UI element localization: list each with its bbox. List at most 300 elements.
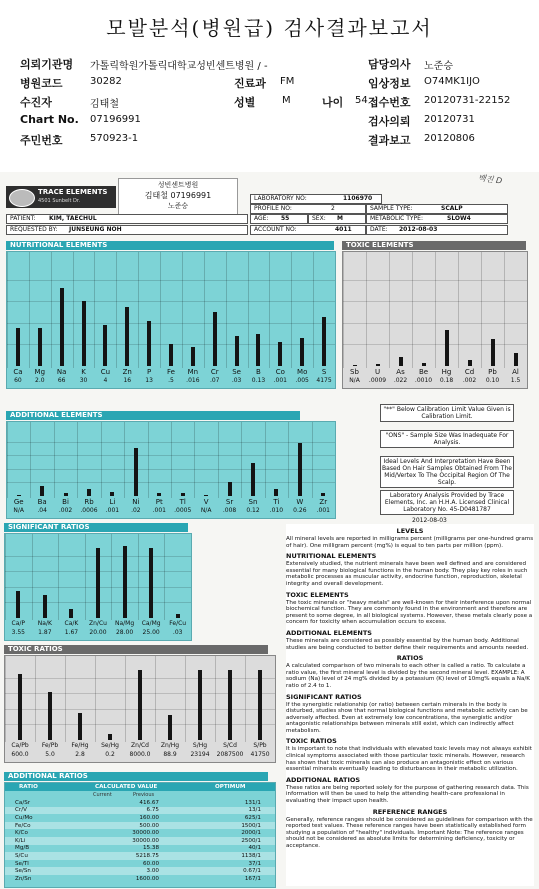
label-age: 나이: [322, 96, 344, 109]
footer-date: 2012-08-03: [412, 517, 447, 524]
toxic-value: 1.5: [510, 377, 521, 384]
nutritional-bar: [213, 312, 217, 366]
info-box-date: [366, 225, 508, 235]
toxic-bar: [376, 364, 380, 366]
additional-bar: [274, 489, 278, 496]
toxic-ratio-label: Fe/Hg: [71, 742, 89, 749]
toxic-ratio-label: S/Hg: [192, 742, 208, 749]
description-text: The toxic minerals or "heavy metals" are well-known for their interference upon normal biochemical function. They are commonly found in the environment and therefore are present to some degree, in all biological systems. However, these metals clearly pose a concern for toxicity when accumulation occurs to excess.: [286, 599, 533, 626]
significant-value: 20.00: [89, 629, 107, 636]
header-ratio: RATIO: [19, 784, 38, 790]
additional-label: Ti: [273, 498, 280, 506]
toxic-title: TOXIC ELEMENTS: [342, 241, 526, 250]
additional-bar: [228, 482, 232, 496]
label-chart-no: Chart No.: [20, 113, 79, 126]
nutritional-column-divider: [138, 252, 139, 368]
ratio-previous: [161, 822, 225, 830]
ratio-name: S/Cu: [15, 852, 28, 859]
report-title: 모발분석(병원급) 검사결과보고서: [106, 16, 433, 40]
sex-value: M: [337, 215, 343, 222]
label-clinical-info: 임상정보: [368, 77, 411, 90]
ratio-value: 3.00: [146, 868, 159, 875]
nutritional-value: 66: [57, 377, 66, 384]
significant-column-divider: [85, 534, 86, 620]
toxic-bar: [514, 353, 518, 366]
lab-number-label: LABORATORY NO:: [254, 195, 307, 202]
nutritional-column-divider: [160, 252, 161, 368]
label-doctor: 담당의사: [368, 58, 411, 71]
additional-bar: [64, 493, 68, 496]
ratio-previous: [161, 799, 225, 807]
note-ons: "ONS" - Sample Size Was Inadequate For Analysis.: [380, 430, 514, 448]
note-lab: Laboratory Analysis Provided by Trace Elements, Inc. an H.H.A. Licensed Clinical Laboratory No. 45-D0481787: [380, 490, 514, 515]
additional-label: Tl: [179, 498, 186, 506]
description-text: It is important to note that individuals with elevated toxic levels may not always exhibit clinical symptoms associated with those particular toxic minerals. However, research has shown that toxic minerals can also produce an antagonistic effect on various essential minerals eventually leading to disturbances in their metabolic utilization.: [286, 746, 532, 773]
toxic-label: Sb: [350, 368, 359, 376]
label-request-date: 검사의뢰: [368, 115, 411, 128]
significant-label: Ca/P: [11, 620, 26, 627]
sample-label: SAMPLE TYPE:: [370, 205, 413, 212]
additional-ratio-row: [5, 845, 275, 853]
significant-label: Na/K: [37, 620, 52, 627]
additional-ratio-row: [5, 799, 275, 807]
toxic-ratio-label: Ca/Pb: [11, 742, 29, 749]
additional-label: Bi: [62, 498, 69, 506]
additional-label: Sr: [225, 498, 234, 506]
description-heading: TOXIC RATIOS: [286, 737, 337, 746]
additional-label: Ge: [13, 498, 24, 506]
ratio-previous: [161, 829, 225, 837]
ratio-optimum: 40/1: [248, 845, 261, 852]
nutritional-column-divider: [182, 252, 183, 368]
patient-label: PATIENT:: [10, 215, 36, 222]
nutritional-value: 13: [145, 377, 153, 384]
toxic-ratio-bar: [138, 670, 142, 740]
sticker-doctor: 노준승: [167, 202, 189, 210]
toxic-ratio-column-divider: [5, 656, 6, 742]
nutritional-label: P: [147, 368, 152, 376]
ratio-optimum: 131/1: [244, 799, 261, 806]
label-hospital-code: 병원코드: [20, 77, 63, 90]
description-heading: ADDITIONAL RATIOS: [286, 775, 361, 784]
additional-value: .02: [131, 507, 141, 514]
toxic-ratio-value: 2087500: [216, 751, 244, 758]
ratio-value: 500.00: [139, 822, 159, 829]
note-ideal: Ideal Levels And Interpretation Have Been Based On Hair Samples Obtained From The Mid/Vertex To The Occipital Region Of The Scalp.: [380, 456, 514, 488]
significant-bar: [176, 614, 180, 618]
toxic-column-divider: [435, 252, 436, 368]
additional-column-divider: [241, 422, 242, 498]
sample-value: SCALP: [441, 205, 463, 212]
description-heading: NUTRITIONAL ELEMENTS: [286, 552, 377, 561]
toxic-ratio-label: Fe/Pb: [41, 742, 59, 749]
nutritional-title: NUTRITIONAL ELEMENTS: [6, 241, 334, 250]
toxic-ratio-bar: [18, 674, 22, 740]
nutritional-value: .001: [273, 377, 287, 384]
value-requesting-institution: 가톨릭학원가톨릭대학교성빈센트병원 / -: [90, 61, 268, 72]
ratio-value: 15.38: [142, 845, 159, 852]
nutritional-label: K: [81, 368, 86, 376]
nutritional-bar: [300, 338, 304, 366]
header-calc: CALCULATED VALUE: [95, 784, 158, 790]
date-value: 2012-08-03: [399, 226, 438, 233]
nutritional-column-divider: [51, 252, 52, 368]
toxic-ratio-bar: [48, 692, 52, 740]
additional-bar: [134, 448, 138, 496]
value-chart-no: 07196991: [90, 114, 141, 125]
nutritional-bar: [235, 336, 239, 366]
toxic-ratio-value: 600.0: [11, 751, 29, 758]
significant-value: 1.67: [64, 629, 79, 636]
account-value: 4011: [335, 226, 352, 233]
toxic-label: Al: [512, 368, 519, 376]
additional-column-divider: [54, 422, 55, 498]
toxic-column-divider: [458, 252, 459, 368]
requested-value: JUNSEUNG NOH: [69, 226, 122, 233]
significant-column-divider: [164, 534, 165, 620]
nutritional-column-divider: [204, 252, 205, 368]
account-label: ACCOUNT NO:: [254, 226, 297, 233]
label-requesting-institution: 의뢰기관명: [20, 58, 74, 71]
nutritional-column-divider: [226, 252, 227, 368]
info-box-labno: [250, 194, 382, 204]
toxic-ratio-bar: [258, 670, 262, 740]
additional-ratio-row: [5, 852, 275, 860]
toxic-label: Pb: [488, 368, 497, 376]
metabolic-label: METABOLIC TYPE:: [370, 215, 423, 222]
value-resident-no: 570923-1: [90, 133, 139, 144]
toxic-ratio-bar: [108, 734, 112, 740]
additional-bar: [40, 486, 44, 496]
nutritional-value: .016: [186, 377, 200, 384]
ratio-name: Cu/Mo: [15, 814, 33, 821]
description-text: Generally, reference ranges should be considered as guidelines for comparison with the reported test values. These reference ranges have been statistically established form studying a population of "healthy" individuals. Important Note: The reference ranges should not be considered as absolute limits for determining deficiency, toxicity or acceptance.: [286, 816, 533, 849]
toxic-value: .0009: [368, 377, 387, 384]
age-value: 55: [281, 215, 290, 222]
info-box-metabolic: [366, 214, 508, 224]
ratio-previous: [161, 814, 225, 822]
additional-column-divider: [288, 422, 289, 498]
ratio-value: 30000.00: [132, 837, 159, 844]
additional-title: ADDITIONAL ELEMENTS: [6, 411, 300, 420]
nutritional-chart: [6, 251, 336, 389]
info-box-profile: [250, 204, 366, 214]
sticker-hospital: 성빈센트병원: [157, 181, 199, 189]
additional-ratio-row: [5, 822, 275, 830]
nutritional-value: 0.13: [251, 377, 266, 384]
toxic-label: As: [396, 368, 405, 376]
nutritional-value: .07: [209, 377, 220, 384]
additional-ratio-row: [5, 807, 275, 815]
lab-address: 4501 Sunbelt Dr.: [38, 198, 81, 204]
toxic-ratio-label: Zn/Cd: [131, 742, 149, 749]
additional-column-divider: [171, 422, 172, 498]
significant-value: .03: [172, 629, 183, 636]
significant-bar: [123, 546, 127, 618]
nutritional-value: 30: [79, 377, 88, 384]
ratio-optimum: 167/1: [244, 875, 261, 882]
additional-bar: [17, 495, 21, 496]
ratio-value: 416.67: [139, 799, 159, 806]
additional-bar: [321, 493, 325, 496]
significant-bar: [69, 609, 73, 618]
description-text: All mineral levels are reported in milligrams percent (milligrams per one-hundred grams of hair). One milligram percent (mg%) is equal to ten parts per million (ppm).: [286, 536, 534, 549]
profile-label: PROFILE NO:: [254, 205, 292, 212]
additional-ratio-row: [5, 837, 275, 845]
additional-bar: [251, 463, 255, 496]
significant-bar: [43, 595, 47, 618]
subheader-previous: Previous: [133, 792, 155, 798]
toxic-label: U: [374, 368, 381, 376]
description-text: A calculated comparison of two minerals to each other is called a ratio. To calculate a ratio value, the first mineral level is divided by the second mineral level. EXAMPLE: A sodium (Na) level of 24 mg% divided by a potassium (K) level of 10mg% equals a Na/K ratio of 2.4 to 1.: [286, 663, 530, 689]
value-report-date: 20120806: [424, 133, 475, 144]
info-box-age: [250, 214, 308, 224]
ratio-name: K/Co: [15, 830, 28, 837]
significant-column-divider: [5, 534, 6, 620]
description-heading: TOXIC ELEMENTS: [286, 590, 349, 599]
ratio-previous: [161, 807, 225, 815]
toxic-ratio-column-divider: [155, 656, 156, 742]
ratio-value: 6.75: [146, 807, 159, 814]
additional-ratios-title: ADDITIONAL RATIOS: [4, 772, 268, 781]
significant-label: Zn/Cu: [89, 620, 107, 627]
toxic-ratio-bar: [78, 713, 82, 740]
toxic-ratio-value: 23194: [190, 751, 210, 758]
toxic-ratio-label: S/Cd: [223, 742, 237, 749]
toxic-ratio-column-divider: [65, 656, 66, 742]
value-receipt-no: 20120731-22152: [424, 95, 511, 106]
additional-value: .04: [37, 507, 47, 514]
toxic-bar: [491, 339, 495, 366]
toxic-ratio-bar: [168, 715, 172, 740]
significant-value: 28.00: [115, 629, 134, 636]
toxic-label: Be: [418, 368, 429, 376]
additional-column-divider: [124, 422, 125, 498]
toxic-ratio-value: 8000.0: [129, 751, 151, 758]
ratio-optimum: 13/1: [248, 807, 261, 814]
additional-value: .001: [316, 507, 330, 514]
nutritional-column-divider: [269, 252, 270, 368]
nutritional-label: Zn: [122, 368, 132, 376]
toxic-value: N/A: [349, 377, 360, 384]
additional-bar: [157, 493, 161, 496]
metabolic-value: SLOW4: [447, 215, 471, 222]
additional-label: Ni: [132, 498, 140, 506]
nutritional-bar: [103, 325, 107, 366]
additional-column-divider: [265, 422, 266, 498]
nutritional-bar: [82, 301, 86, 366]
nutritional-label: Na: [56, 368, 67, 376]
toxic-ratio-label: Se/Hg: [101, 742, 119, 749]
handwritten-note: 백진 D: [477, 173, 503, 186]
significant-label: Fe/Cu: [169, 620, 187, 627]
additional-column-divider: [194, 422, 195, 498]
toxic-label: Cd: [464, 368, 475, 376]
nutritional-value: 4175: [316, 377, 332, 384]
value-sex: M: [282, 95, 291, 106]
nutritional-label: Mn: [187, 368, 199, 376]
toxic-ratios-chart: [4, 655, 276, 763]
toxic-ratio-value: 41750: [250, 751, 270, 758]
toxic-ratio-bar: [228, 670, 232, 740]
toxic-ratios-title: TOXIC RATIOS: [4, 645, 268, 654]
additional-value: .010: [269, 507, 284, 514]
ratio-value: 5218.75: [135, 852, 159, 859]
significant-bar: [16, 591, 20, 618]
additional-label: W: [296, 498, 304, 506]
nutritional-value: .5: [168, 377, 174, 384]
significant-label: Na/Mg: [114, 620, 135, 627]
ratio-name: K/Li: [15, 837, 26, 844]
additional-value: N/A: [13, 507, 25, 514]
ratio-optimum: 2500/1: [241, 837, 261, 844]
date-label: DATE:: [370, 226, 388, 233]
toxic-bar: [422, 363, 426, 366]
label-receipt-no: 접수번호: [368, 96, 411, 109]
additional-label: Rb: [84, 498, 94, 506]
value-doctor: 노준승: [424, 61, 453, 72]
header-optimum: OPTIMUM: [215, 784, 246, 790]
ratio-optimum: 1138/1: [241, 852, 261, 859]
ratio-name: Zn/Sn: [15, 875, 32, 882]
toxic-chart: [342, 251, 528, 389]
ratio-name: Cr/V: [15, 807, 27, 814]
additional-ratio-row: [5, 814, 275, 822]
nutritional-label: Se: [232, 368, 241, 376]
nutritional-label: B: [256, 368, 261, 376]
toxic-ratio-column-divider: [95, 656, 96, 742]
nutritional-label: Mo: [297, 368, 308, 376]
additional-label: Zr: [319, 498, 328, 506]
description-text: Extensively studied, the nutrient minerals have been well defined and are considered essential for many biological functions in the human body. They play key roles in such metabolic processes as muscular activity, endocrine function, reproduction, skeletal integrity and overall development.: [286, 561, 528, 587]
ratio-name: Se/Tl: [15, 860, 29, 867]
toxic-value: 0.18: [439, 377, 454, 384]
ratio-optimum: 2000/1: [241, 830, 261, 837]
value-request-date: 20120731: [424, 114, 475, 125]
toxic-bar: [399, 357, 403, 366]
significant-column-divider: [138, 534, 139, 620]
info-box-sample: [366, 204, 508, 214]
additional-value: .0005: [174, 507, 192, 514]
nutritional-label: Cr: [210, 368, 219, 376]
nutritional-gridline: [7, 301, 335, 302]
significant-bar: [96, 548, 100, 618]
age-label: AGE:: [254, 215, 269, 222]
nutritional-bar: [256, 334, 260, 366]
nutritional-bar: [191, 347, 195, 366]
additional-column-divider: [312, 422, 313, 498]
additional-label: Li: [109, 498, 116, 506]
nutritional-bar: [322, 317, 326, 366]
toxic-ratio-column-divider: [245, 656, 246, 742]
significant-column-divider: [32, 534, 33, 620]
toxic-value: .002: [462, 377, 477, 384]
nutritional-bar: [60, 288, 64, 366]
ratio-name: Mg/B: [15, 845, 30, 852]
additional-column-divider: [101, 422, 102, 498]
significant-label: Ca/Mg: [141, 620, 161, 627]
additional-column-divider: [7, 422, 8, 498]
profile-value: 2: [331, 205, 335, 212]
nutritional-bar: [169, 344, 173, 366]
additional-label: Sn: [248, 498, 258, 506]
nutritional-value: 4: [103, 377, 108, 384]
toxic-column-divider: [389, 252, 390, 368]
additional-value: .001: [105, 507, 120, 514]
nutritional-value: .03: [231, 377, 242, 384]
toxic-label: Hg: [441, 368, 452, 376]
ratio-value: 60.00: [142, 860, 159, 867]
additional-column-divider: [77, 422, 78, 498]
toxic-ratio-column-divider: [125, 656, 126, 742]
info-box-requested: [6, 225, 248, 235]
sticker-patient: 김태철 07196991: [144, 191, 212, 200]
toxic-column-divider: [366, 252, 367, 368]
toxic-bar: [445, 330, 449, 366]
additional-label: Ba: [37, 498, 47, 506]
additional-label: V: [203, 498, 209, 506]
additional-value: N/A: [200, 507, 212, 514]
nutritional-value: 16: [123, 377, 132, 384]
additional-bar: [110, 492, 114, 496]
toxic-ratio-label: S/Pb: [253, 742, 267, 749]
toxic-ratio-label: Zn/Hg: [160, 742, 180, 749]
ratio-previous: [161, 860, 225, 868]
significant-value: 3.55: [11, 629, 25, 636]
additional-ratio-row: [5, 867, 275, 875]
additional-value: .001: [152, 507, 166, 514]
nutritional-bar: [147, 321, 151, 366]
nutritional-column-divider: [248, 252, 249, 368]
ratio-optimum: 37/1: [248, 860, 261, 867]
ratio-previous: [161, 852, 225, 860]
info-box-sex: [308, 214, 366, 224]
significant-column-divider: [58, 534, 59, 620]
significant-label: Ca/K: [64, 620, 79, 627]
additional-value: 0.26: [293, 507, 307, 514]
nutritional-gridline: [7, 280, 335, 281]
nutritional-column-divider: [291, 252, 292, 368]
toxic-value: .022: [393, 377, 408, 384]
value-age: 54: [355, 95, 368, 106]
toxic-ratio-column-divider: [35, 656, 36, 742]
patient-value: KIM, TAECHUL: [49, 215, 97, 222]
requested-label: REQUESTED BY:: [10, 226, 58, 233]
description-text: These minerals are considered as possibly essential by the human body. Additional studies are being conducted to better define their requirements and amounts needed.: [286, 637, 529, 651]
lab-logo: [6, 186, 116, 208]
ratio-optimum: 625/1: [244, 814, 261, 821]
nutritional-label: Fe: [167, 368, 175, 376]
nutritional-column-divider: [7, 252, 8, 368]
nutritional-column-divider: [313, 252, 314, 368]
label-patient: 수진자: [20, 96, 52, 109]
significant-bar: [149, 548, 153, 618]
description-text: If the synergistic relationship (or ratio) between certain minerals in the body is disturbed, studies show that normal biological functions and metabolic activity can be adversely affected. Even at extremely low concentrations, the synergistic and/or antagonistic relationships between minerals still exist, which can indirectly affect metabolism.: [286, 701, 528, 734]
nutritional-value: 2.0: [35, 377, 45, 384]
toxic-ratio-column-divider: [185, 656, 186, 742]
toxic-bar: [353, 365, 357, 366]
nutritional-column-divider: [116, 252, 117, 368]
additional-column-divider: [30, 422, 31, 498]
nutritional-column-divider: [94, 252, 95, 368]
description-text: These ratios are being reported solely for the purpose of gathering research data. This information will then be used to help the attending health-care professional in evaluating their impact upon health.: [286, 784, 529, 805]
significant-title: SIGNIFICANT RATIOS: [4, 523, 188, 532]
ratio-value: 1600.00: [135, 875, 159, 882]
value-hospital-code: 30282: [90, 76, 122, 87]
nutritional-column-divider: [73, 252, 74, 368]
ratio-optimum: 0.67/1: [243, 868, 261, 875]
significant-value: 1.87: [38, 629, 52, 636]
